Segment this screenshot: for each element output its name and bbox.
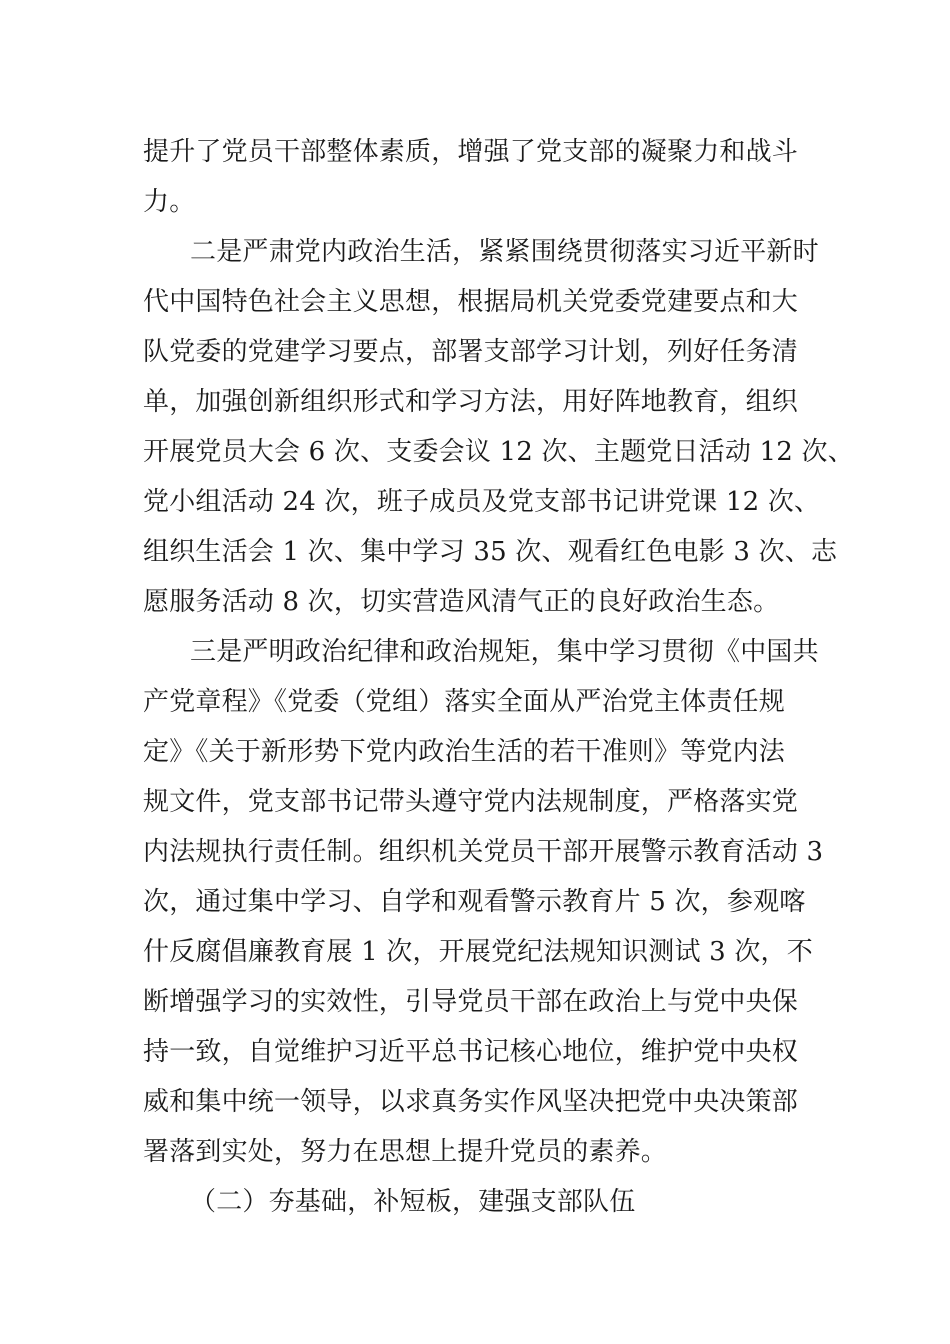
text-line: 党小组活动 24 次，班子成员及党支部书记讲党课 12 次、 bbox=[143, 487, 821, 517]
text-line: 代中国特色社会主义思想，根据局机关党委党建要点和大 bbox=[143, 287, 799, 317]
text-line: 组织生活会 1 次、集中学习 35 次、观看红色电影 3 次、志 bbox=[143, 537, 838, 567]
text-line: 开展党员大会 6 次、支委会议 12 次、主题党日活动 12 次、 bbox=[143, 437, 854, 467]
text-line: 威和集中统一领导，以求真务实作风坚决把党中央决策部 bbox=[143, 1087, 799, 1117]
text-line: 队党委的党建学习要点，部署支部学习计划，列好任务清 bbox=[143, 337, 799, 367]
text-line: 愿服务活动 8 次，切实营造风清气正的良好政治生态。 bbox=[143, 587, 780, 617]
text-line: 力。 bbox=[143, 187, 196, 217]
paragraph-start-line: 二是严肃党内政治生活，紧紧围绕贯彻落实习近平新时 bbox=[190, 237, 819, 267]
text-line: 定》《关于新形势下党内政治生活的若干准则》等党内法 bbox=[143, 737, 786, 767]
text-line: 署落到实处，努力在思想上提升党员的素养。 bbox=[143, 1137, 668, 1167]
text-line: 断增强学习的实效性，引导党员干部在政治上与党中央保 bbox=[143, 987, 799, 1017]
text-line: 次，通过集中学习、自学和观看警示教育片 5 次，参观喀 bbox=[143, 887, 806, 917]
section-heading: （二）夯基础，补短板，建强支部队伍 bbox=[190, 1187, 636, 1217]
text-line: 产党章程》《党委（党组）落实全面从严治党主体责任规 bbox=[143, 687, 786, 717]
text-line: 持一致，自觉维护习近平总书记核心地位，维护党中央权 bbox=[143, 1037, 799, 1067]
paragraph-start-line: 三是严明政治纪律和政治规矩，集中学习贯彻《中国共 bbox=[190, 637, 819, 667]
text-line: 什反腐倡廉教育展 1 次，开展党纪法规知识测试 3 次，不 bbox=[143, 937, 813, 967]
text-line: 内法规执行责任制。组织机关党员干部开展警示教育活动 3 bbox=[143, 837, 824, 867]
text-line: 提升了党员干部整体素质，增强了党支部的凝聚力和战斗 bbox=[143, 137, 799, 167]
text-line: 规文件，党支部书记带头遵守党内法规制度，严格落实党 bbox=[143, 787, 799, 817]
text-line: 单，加强创新组织形式和学习方法，用好阵地教育，组织 bbox=[143, 387, 799, 417]
